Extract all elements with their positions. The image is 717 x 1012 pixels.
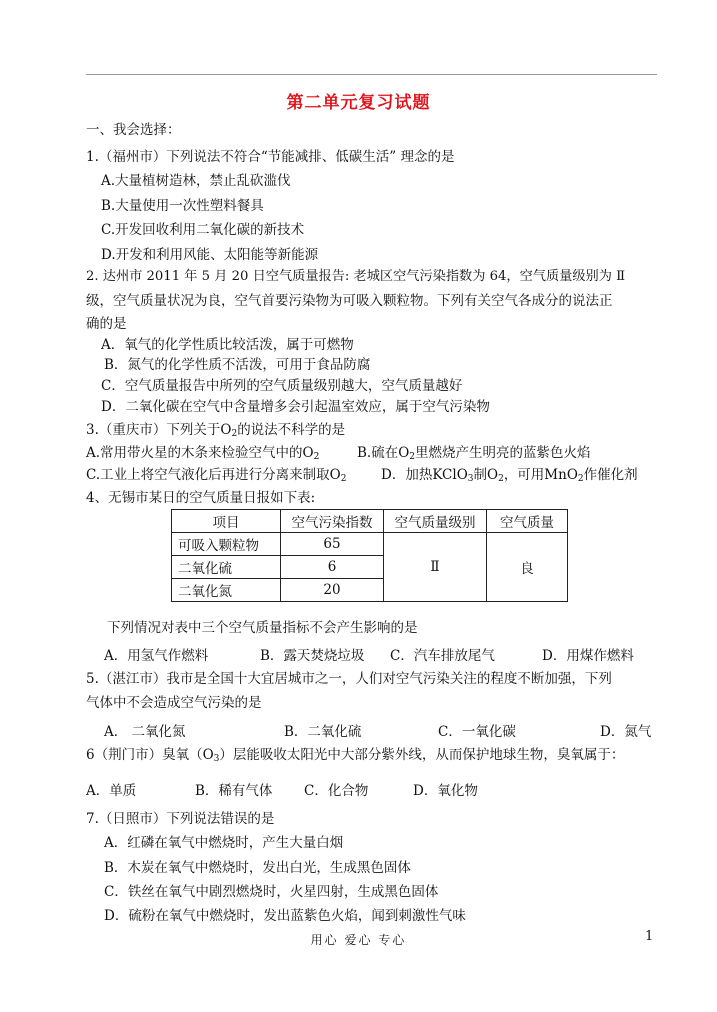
level-cell: Ⅱ (384, 533, 487, 602)
q7-option-d: D．硫粉在氧气中燃烧时，发出蓝紫色火焰，闻到刺激性气味 (104, 908, 466, 924)
header-index: 空气污染指数 (281, 510, 384, 533)
table-header-row (172, 510, 568, 533)
row-index: 6 (281, 556, 384, 579)
row-index: 65 (281, 533, 384, 556)
q1-option-c: C.开发回收利用二氧化碳的新技术 (101, 222, 305, 238)
q1-stem: 1.（福州市）下列说法不符合“节能减排、低碳生活” 理念的是 (86, 149, 455, 165)
row-item: 二氧化氮 (172, 579, 281, 602)
q4-stem: 4、无锡市某日的空气质量日报如下表: (86, 490, 316, 506)
q3-stem: 3.（重庆市）下列关于$O_2$的说法不科学的是 (86, 422, 346, 439)
q5-option-b: B．二氧化硫 (284, 724, 362, 740)
header-level: 空气质量级别 (384, 510, 487, 533)
q7-option-b: B．木炭在氧气中燃烧时，发出白光，生成黑色固体 (104, 860, 411, 876)
q2-line-2: 级，空气质量状况为良，空气首要污染物为可吸入颗粒物。下列有关空气各成分的说法正 (86, 293, 613, 309)
q6-option-a: A．单质 (86, 783, 137, 799)
q3-option-a: A.常用带火星的木条来检验空气中的$O_2$ (86, 445, 320, 462)
q5-option-a: A． 二氧化氮 (104, 724, 186, 740)
q1-option-a: A.大量植树造林，禁止乱砍滥伐 (101, 173, 291, 189)
q2-option-a: A．氧气的化学性质比较活泼，属于可燃物 (101, 337, 354, 353)
q2-option-c: C．空气质量报告中所列的空气质量级别越大，空气质量越好 (101, 378, 463, 394)
q6-option-d: D．氧化物 (413, 783, 478, 799)
header-rule (86, 74, 657, 75)
table-row (172, 533, 568, 556)
q2-option-b: B．氮气的化学性质不活泼，可用于食品防腐 (104, 357, 371, 373)
q1-option-b: B.大量使用一次性塑料餐具 (101, 198, 264, 214)
q1-option-d: D.开发和利用风能、太阳能等新能源 (101, 247, 319, 263)
q6-option-b: B．稀有气体 (195, 783, 273, 799)
header-quality: 空气质量 (487, 510, 568, 533)
page-number: 1 (645, 929, 654, 944)
q7-stem: 7.（日照市）下列说法错误的是 (86, 811, 275, 827)
section-heading: 一、我会选择： (86, 122, 181, 138)
row-item: 可吸入颗粒物 (172, 533, 281, 556)
q2-line-3: 确的是 (86, 316, 127, 332)
q4-option-b: B．露天焚烧垃圾 (260, 648, 365, 664)
q5-option-c: C．一氧化碳 (438, 724, 516, 740)
header-item: 项目 (172, 510, 281, 533)
q2-option-d: D．二氧化碳在空气中含量增多会引起温室效应，属于空气污染物 (101, 399, 490, 415)
page-title: 第二单元复习试题 (286, 93, 431, 113)
quality-cell: 良 (487, 533, 568, 602)
q7-option-a: A．红磷在氧气中燃烧时，产生大量白烟 (104, 835, 344, 851)
row-index: 20 (281, 579, 384, 602)
q2-line-1: 2. 达州市 2011 年 5 月 20 日空气质量报告: 老城区空气污染指数为 64，空气质量级别为 Ⅱ (86, 269, 626, 284)
q3-option-d: D．加热KClO$_3$制$O_2$，可用MnO$_2$作催化剂 (381, 467, 638, 484)
q4-option-a: A．用氢气作燃料 (104, 648, 209, 664)
row-item: 二氧化硫 (172, 556, 281, 579)
page-footer: 用心 爱心 专心 (310, 933, 407, 947)
q7-option-c: C．铁丝在氧气中剧烈燃烧时，火星四射，生成黑色固体 (104, 884, 439, 900)
q5-line-2: 气体中不会造成空气污染的是 (86, 695, 262, 711)
air-quality-table (171, 509, 568, 602)
q5-option-d: D．氮气 (600, 724, 652, 740)
q4-option-c: C．汽车排放尾气 (390, 648, 495, 664)
q6-option-c: C．化合物 (304, 783, 369, 799)
q4-question: 下列情况对表中三个空气质量指标不会产生影响的是 (107, 620, 418, 636)
q6-stem: 6（荆门市）臭氧$(O_3)$层能吸收太阳光中大部分紫外线，从而保护地球生物，臭氧属于： (86, 747, 625, 764)
q3-option-c: C.工业上将空气液化后再进行分离来制取$O_2$ (86, 467, 347, 484)
q3-option-b: B.硫在$O_2$里燃烧产生明亮的蓝紫色火焰 (357, 445, 591, 462)
q5-line-1: 5.（湛江市）我市是全国十大宜居城市之一，人们对空气污染关注的程度不断加强，下列 (86, 671, 612, 687)
q4-option-d: D．用煤作燃料 (542, 648, 634, 664)
